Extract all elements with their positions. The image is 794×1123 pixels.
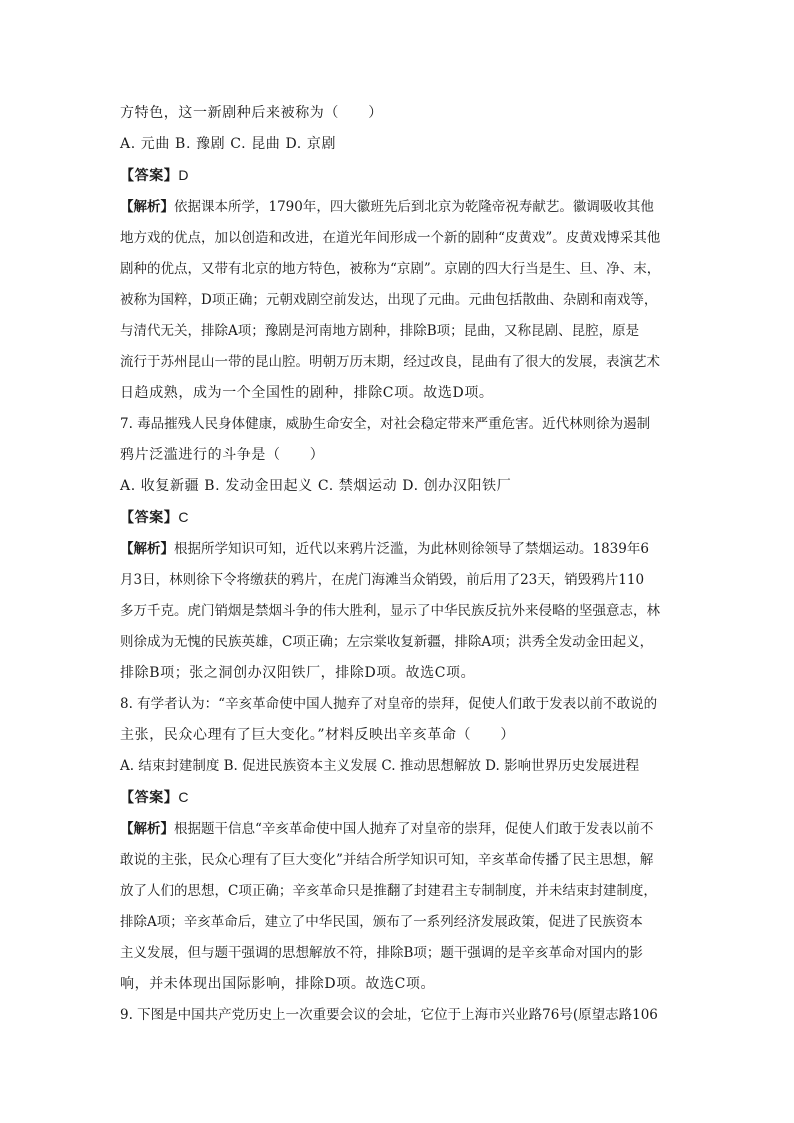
line-15: 【解析】根据所学知识可知，近代以来鸦片泛滥，为此林则徐领导了禁烟运动。1839年6 (120, 541, 649, 557)
analysis-label: 【解析】 (120, 821, 174, 837)
line-17: 多万千克。虎门销烟是禁烟斗争的伟大胜利，显示了中华民族反抗外来侵略的坚强意志，林 (120, 603, 660, 619)
line-22: A. 结束封建制度 B. 促进民族资本主义发展 C. 推动思想解放 D. 影响世界历史发展进程 (120, 758, 640, 774)
line-30: 9. 下图是中国共产党历史上一次重要会议的会址，它位于上海市兴业路76号(原望志路106 (120, 1007, 658, 1023)
line-12: 鸦片泛滥进行的斗争是（ ） (120, 447, 325, 463)
line-7: 被称为国粹，D项正确；元朝戏剧空前发达，出现了元曲。元曲包括散曲、杂剧和南戏等， (120, 292, 658, 308)
line-5: 地方戏的优点，加以创造和改进，在道光年间形成一个新的剧种“皮黄戏”。皮黄戏博采其他 (120, 230, 661, 246)
line-2: A. 元曲 B. 豫剧 C. 昆曲 D. 京剧 (120, 136, 337, 152)
line-13: A. 收复新疆 B. 发动金田起义 C. 禁烟运动 D. 创办汉阳铁厂 (120, 478, 512, 494)
page-content (120, 98, 680, 1031)
line-3 (120, 160, 680, 192)
line-18: 则徐成为无愧的民族英雄，C项正确；左宗棠收复新疆，排除A项；洪秀全发动金田起义， (120, 634, 654, 650)
answer-label: 【答案】 (120, 168, 179, 184)
line-14 (120, 502, 680, 534)
line-21: 主张，民众心理有了巨大变化。”材料反映出辛亥革命（ ） (120, 727, 515, 743)
line-6: 剧种的优点，又带有北京的地方特色，被称为“京剧”。京剧的四大行当是生、旦、净、末， (120, 261, 661, 277)
line-25: 敢说的主张，民众心理有了巨大变化”并结合所学知识可知，辛亥革命传播了民主思想，解 (120, 852, 654, 868)
analysis-label: 【解析】 (120, 541, 174, 557)
line-16: 月3日，林则徐下令将缴获的鸦片，在虎门海滩当众销毁，前后用了23天，销毁鸦片110 (120, 572, 645, 588)
line-20: 8. 有学者认为：“辛亥革命使中国人抛弃了对皇帝的崇拜，促使人们敢于发表以前不敢说的 (120, 696, 658, 712)
answer-label: 【答案】 (120, 790, 179, 806)
line-26: 放了人们的思想，C项正确；辛亥革命只是推翻了封建君主专制制度，并未结束封建制度， (120, 883, 657, 899)
line-19: 排除B项；张之洞创办汉阳铁厂，排除D项。故选C项。 (120, 665, 476, 681)
line-27: 排除A项；辛亥革命后，建立了中华民国，颁布了一系列经济发展政策，促进了民族资本 (120, 914, 643, 930)
answer-label: 【答案】 (120, 510, 179, 526)
line-10: 日趋成熟，成为一个全国性的剧种，排除C项。故选D项。 (120, 385, 494, 401)
answer-value: C (178, 509, 190, 525)
line-11: 7. 毒品摧残人民身体健康，威胁生命安全，对社会稳定带来严重危害。近代林则徐为遏制 (120, 416, 651, 432)
line-9: 流行于苏州昆山一带的昆山腔。明朝万历末期，经过改良，昆曲有了很大的发展，表演艺术 (120, 354, 660, 370)
line-23 (120, 782, 680, 814)
line-4: 【解析】依据课本所学，1790年，四大徽班先后到北京为乾隆帝祝寿献艺。徽调吸收其他 (120, 199, 654, 215)
line-28: 主义发展，但与题干强调的思想解放不符，排除B项；题干强调的是辛亥革命对国内的影 (120, 945, 643, 961)
line-1: 方特色，这一新剧种后来被称为（ ） (120, 105, 383, 121)
analysis-label: 【解析】 (120, 199, 174, 215)
line-24: 【解析】根据题干信息“辛亥革命使中国人抛弃了对皇帝的崇拜，促使人们敢于发表以前不 (120, 821, 654, 837)
answer-value: D (178, 167, 190, 183)
answer-value: C (178, 789, 190, 805)
line-8: 与清代无关，排除A项；豫剧是河南地方剧种，排除B项；昆曲，又称昆剧、昆腔，原是 (120, 323, 640, 339)
line-29: 响，并未体现出国际影响，排除D项。故选C项。 (120, 976, 436, 992)
